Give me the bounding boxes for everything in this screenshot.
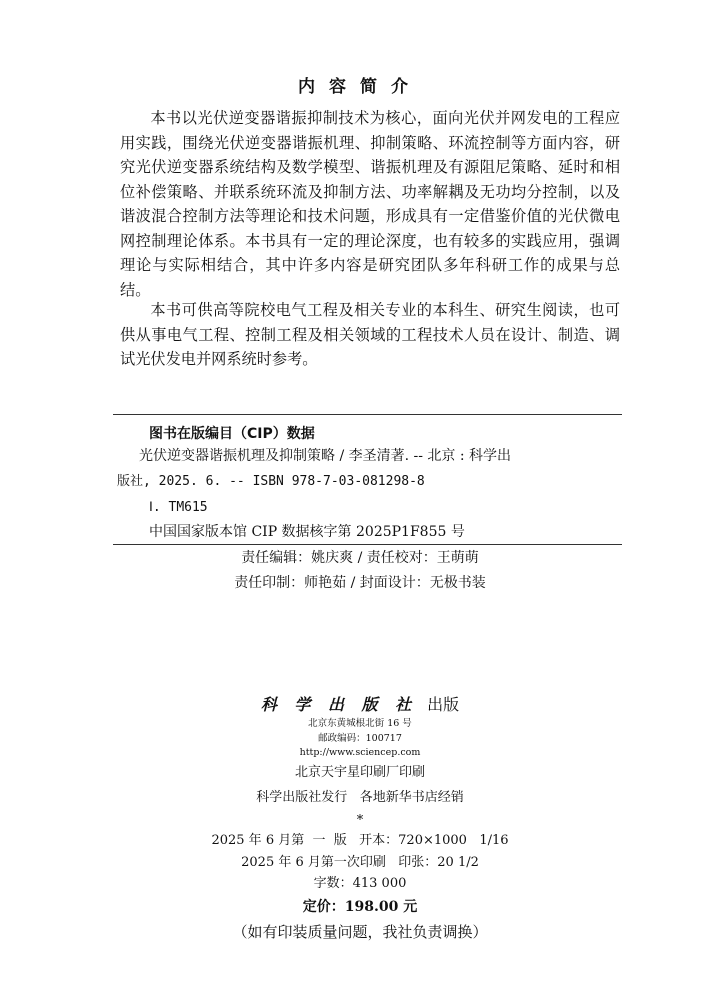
cip-line-1: 光伏逆变器谐振机理及抑制策略 / 李圣清著. -- 北京 : 科学出 xyxy=(139,448,512,464)
quality-note: （如有印装质量问题，我社负责调换） xyxy=(232,923,488,941)
publisher-address: 北京东黄城根北街 16 号 xyxy=(308,718,412,729)
printing-line: 2025 年 6 月第一次印刷 印张：20 1/2 xyxy=(241,855,479,870)
cip-heading: 图书在版编目（CIP）数据 xyxy=(149,426,315,442)
edition-line: 2025 年 6 月第 一 版 开本：720×1000 1/16 xyxy=(211,833,509,848)
publisher-line xyxy=(0,692,720,715)
cip-top-rule xyxy=(113,414,622,415)
separator-star: * xyxy=(356,813,364,828)
summary-paragraph-2: 本书可供高等院校电气工程及相关专业的本科生、研究生阅读，也可供从事电气工程、控制工程及相关领域的工程技术人员在设计、制造、调试光伏发电并网系统时参考。 xyxy=(120,301,620,368)
staff-line-1: 责任编辑：姚庆爽 / 责任校对：王萌萌 xyxy=(241,550,479,566)
publisher-website: http://www.sciencep.com xyxy=(299,747,421,758)
cip-bottom-rule xyxy=(113,544,622,545)
distribution-line: 科学出版社发行 各地新华书店经销 xyxy=(256,790,464,805)
price-line: 定价：198.00 元 xyxy=(302,899,418,915)
publisher-suffix: 出版 xyxy=(427,695,460,714)
summary-paragraph-1: 本书以光伏逆变器谐振抑制技术为核心，面向光伏并网发电的工程应用实践，围绕光伏逆变器谐振机理、抑制策略、环流控制等方面内容，研究光伏逆变器系统结构及数学模型、谐振机理及有源阻尼策略、延时和相位补偿策略、并联系统环流及抑制方法、功率解耦及无功均分控制，以及谐波混合控制方法等理论和技术问题，形成具有一定借鉴价值的光伏微电网控制理论体系。本书具有一定的理论深度，也有较多的实践应用，强调理论与实际相结合，其中许多内容是研究团队多年科研工作的成果与总结。 xyxy=(120,109,620,299)
cip-line-2: 版社, 2025. 6. -- ISBN 978-7-03-081298-8 xyxy=(117,474,425,489)
cip-line-4: 中国国家版本馆 CIP 数据核字第 2025P1F855 号 xyxy=(149,524,465,540)
wordcount-line: 字数：413 000 xyxy=(313,876,407,891)
printer-line: 北京天宇星印刷厂印刷 xyxy=(294,765,425,780)
publisher-postcode: 邮政编码：100717 xyxy=(318,733,402,744)
cip-line-3: Ⅰ. TM615 xyxy=(149,500,208,515)
summary-title: 内容简介 xyxy=(298,77,422,97)
publisher-name: 科 学 出 版 社 xyxy=(260,695,418,714)
staff-line-2: 责任印制：师艳茹 / 封面设计：无极书装 xyxy=(234,575,486,591)
